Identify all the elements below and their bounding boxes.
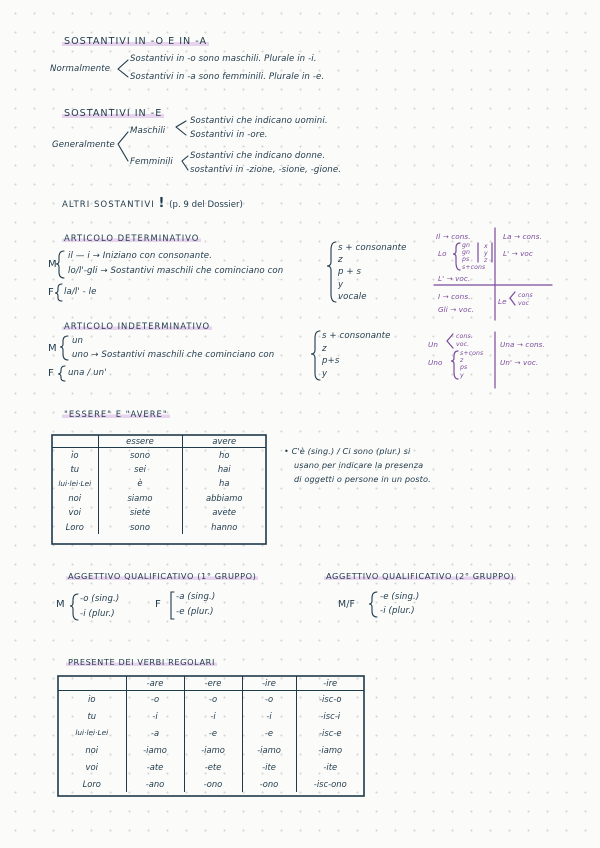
brace-det-list bbox=[327, 242, 336, 302]
ce-ci-sono-note-2: usano per indicare la presenza bbox=[294, 460, 424, 470]
agg1-m-plur: -i (plur.) bbox=[80, 609, 115, 619]
side-il: Il → cons. bbox=[436, 232, 471, 241]
agg2-plur: -i (plur.) bbox=[380, 606, 415, 616]
label-normalmente: Normalmente bbox=[50, 64, 111, 74]
rule-a-feminine: Sostantivi in -a sono femminili. Plurale in -e. bbox=[130, 72, 325, 82]
table-row: voi siete avete bbox=[52, 505, 266, 520]
header-avere: avere bbox=[182, 435, 266, 447]
brace-ind-f bbox=[58, 366, 65, 381]
header-ire-isc: -ire bbox=[296, 676, 364, 690]
side-lo-list: gn gn ps s+cons bbox=[462, 242, 486, 271]
section-title-determinativo: ARTICOLO DETERMINATIVO bbox=[64, 233, 200, 243]
table-row: Loro sono hanno bbox=[52, 520, 266, 535]
brace-det-m bbox=[56, 251, 64, 278]
section-title-indeterminativo: ARTICOLO INDETERMINATIVO bbox=[64, 321, 211, 331]
brace-det-f bbox=[55, 284, 62, 301]
header-essere: essere bbox=[98, 435, 182, 447]
side-i: I → cons. bbox=[438, 292, 471, 301]
table-row: tu -i -i -i -isc-i bbox=[58, 707, 364, 724]
header-ire: -ire bbox=[242, 676, 296, 690]
side-gli: Gli → voc. bbox=[438, 305, 475, 314]
rule-o-masculine: Sostantivi in -o sono maschili. Plurale in -i. bbox=[130, 54, 317, 64]
bracket-agg1-f bbox=[171, 592, 174, 619]
side-lo: Lo bbox=[438, 249, 447, 258]
presente-table-frame bbox=[58, 676, 364, 796]
table-row: lui·lei·Lei -a -e -e -isc-e bbox=[58, 724, 364, 741]
table-row: voi -ate -ete -ite -ite bbox=[58, 758, 364, 775]
table-row: lui·lei·Lei è ha bbox=[52, 476, 266, 491]
side-le-list: cons voc bbox=[518, 292, 533, 307]
side-uno: Uno bbox=[428, 358, 443, 367]
rule-donne: Sostantivi che indicano donne. bbox=[190, 151, 326, 161]
table-row: Loro -ano -ono -ono -isc-ono bbox=[58, 775, 364, 792]
brace-agg2 bbox=[369, 592, 377, 617]
section-title-o-a: SOSTANTIVI IN -O E IN -A bbox=[64, 36, 208, 47]
agg1-f-letter: F bbox=[155, 599, 161, 610]
agg1-f-sing: -a (sing.) bbox=[176, 592, 216, 602]
section-title-agg-1: AGGETTIVO QUALIFICATIVO (1° GRUPPO) bbox=[68, 571, 257, 581]
rule-ore: Sostantivi in -ore. bbox=[190, 130, 268, 140]
ind-m-line2: uno → Sostantivi maschili che cominciano con bbox=[72, 350, 275, 360]
ind-m-letter: M bbox=[48, 343, 57, 354]
side-le: Le bbox=[498, 297, 507, 306]
exclamation-mark: ! bbox=[158, 196, 166, 211]
essere-avere-table-frame bbox=[52, 435, 266, 544]
side-un-apos: Un' → voc. bbox=[500, 358, 539, 367]
side-un-list: cons. voc. bbox=[456, 333, 473, 348]
label-generalmente: Generalmente bbox=[52, 140, 115, 150]
side-brace-lo bbox=[453, 243, 460, 270]
det-f-line: la/l' - le bbox=[64, 287, 97, 297]
branch-normalmente bbox=[118, 60, 128, 77]
label-femminili: Femminili bbox=[130, 157, 173, 167]
side-un: Un bbox=[428, 340, 439, 349]
side-l2: L' → voc bbox=[503, 249, 533, 258]
ind-f-line: una / un' bbox=[68, 368, 107, 378]
brace-ind-list bbox=[311, 331, 320, 380]
table-row: noi siamo abbiamo bbox=[52, 491, 266, 506]
table-row: io sono ho bbox=[52, 447, 266, 462]
section-title-agg-2: AGGETTIVO QUALIFICATIVO (2° GRUPPO) bbox=[326, 571, 515, 581]
side-brace-uno bbox=[451, 351, 458, 379]
rule-uomini: Sostantivi che indicano uomini. bbox=[190, 116, 328, 126]
ce-ci-sono-note-3: di oggetti o persone in un posto. bbox=[294, 474, 431, 484]
side-una: Una → cons. bbox=[500, 340, 545, 349]
brace-agg1-m bbox=[70, 594, 78, 620]
det-letter-list: s + consonante z p + s y vocale bbox=[338, 243, 407, 302]
side-branch-un bbox=[447, 334, 453, 348]
side-lo-columns bbox=[478, 243, 492, 262]
header-are: -are bbox=[126, 676, 184, 690]
agg1-f-plur: -e (plur.) bbox=[176, 607, 214, 617]
label-maschili: Maschili bbox=[130, 126, 166, 136]
agg1-m-letter: M bbox=[56, 599, 65, 610]
rule-zione: sostantivi in -zione, -sione, -gione. bbox=[190, 165, 342, 175]
side-lo-list2: x y z bbox=[484, 243, 488, 265]
altri-sostantivi: ALTRI SOSTANTIVI ! (p. 9 del Dossier) bbox=[62, 196, 243, 211]
table-row: io -o -o -o -isc-o bbox=[58, 690, 364, 707]
det-m-line1: il — i → Iniziano con consonante. bbox=[68, 251, 213, 261]
table-row: noi -iamo -iamo -iamo -iamo bbox=[58, 741, 364, 758]
agg1-m-sing: -o (sing.) bbox=[80, 594, 120, 604]
agg2-sing: -e (sing.) bbox=[380, 592, 420, 602]
branch-generalmente bbox=[118, 132, 128, 161]
ind-m-line1: un bbox=[72, 336, 84, 346]
header-ere: -ere bbox=[184, 676, 242, 690]
ind-f-letter: F bbox=[48, 368, 54, 379]
det-m-letter: M bbox=[48, 259, 57, 270]
side-l-voc: L' → voc. bbox=[438, 274, 471, 283]
section-title-e: SOSTANTIVI IN -E bbox=[64, 108, 163, 119]
side-la: La → cons. bbox=[503, 232, 542, 241]
section-title-essere-avere: "ESSERE" E "AVERE" bbox=[64, 409, 168, 419]
side-branch-le bbox=[510, 292, 515, 305]
branch-femminili bbox=[182, 156, 188, 170]
brace-ind-m bbox=[60, 336, 68, 360]
agg2-mf-label: M/F bbox=[338, 599, 355, 610]
ind-letter-list: s + consonante z p+s y bbox=[322, 331, 391, 379]
det-f-letter: F bbox=[48, 287, 54, 298]
det-m-line2: lo/l'-gli → Sostantivi maschili che cominciano con bbox=[68, 266, 284, 276]
table-row: tu sei hai bbox=[52, 462, 266, 477]
branch-maschili bbox=[176, 121, 186, 135]
side-uno-list: s+cons z ps y bbox=[460, 350, 484, 379]
section-title-presente: PRESENTE DEI VERBI REGOLARI bbox=[68, 657, 215, 667]
ce-ci-sono-note-1: • C'è (sing.) / Ci sono (plur.) si bbox=[284, 446, 411, 456]
